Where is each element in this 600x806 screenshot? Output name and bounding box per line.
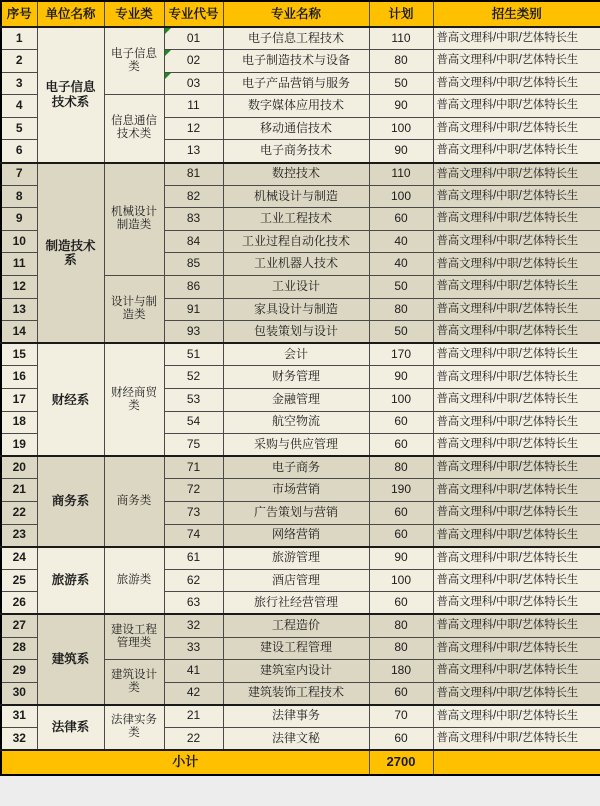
admission-type: 普高文理科/中职/艺体特长生 [433, 569, 600, 592]
major-code: 84 [164, 230, 223, 253]
major-row [1, 614, 600, 637]
admission-type: 普高文理科/中职/艺体特长生 [433, 660, 600, 683]
admission-type: 普高文理科/中职/艺体特长生 [433, 230, 600, 253]
major-name: 旅游管理 [223, 547, 369, 570]
admission-type: 普高文理科/中职/艺体特长生 [433, 479, 600, 502]
admission-type: 普高文理科/中职/艺体特长生 [433, 614, 600, 637]
major-row [1, 547, 600, 570]
plan-count: 80 [369, 614, 433, 637]
admission-type: 普高文理科/中职/艺体特长生 [433, 27, 600, 50]
admission-type: 普高文理科/中职/艺体特长生 [433, 117, 600, 140]
plan-count: 100 [369, 389, 433, 412]
major-name: 网络营销 [223, 524, 369, 547]
row-number: 16 [1, 366, 37, 389]
column-header-code: 专业代号 [164, 1, 223, 27]
major-name: 电子商务 [223, 456, 369, 479]
major-code: 33 [164, 637, 223, 660]
row-number: 12 [1, 276, 37, 299]
plan-count: 170 [369, 343, 433, 366]
plan-count: 60 [369, 501, 433, 524]
department-name: 财经系 [37, 343, 104, 456]
row-number: 31 [1, 705, 37, 728]
plan-count: 90 [369, 547, 433, 570]
major-name: 采购与供应管理 [223, 434, 369, 457]
row-number: 24 [1, 547, 37, 570]
table-body [1, 27, 600, 775]
major-category: 财经商贸类 [104, 343, 164, 456]
plan-count: 90 [369, 140, 433, 163]
admission-type: 普高文理科/中职/艺体特长生 [433, 253, 600, 276]
major-code: 03 [164, 72, 223, 95]
plan-count: 60 [369, 682, 433, 705]
plan-count: 100 [369, 117, 433, 140]
major-code: 82 [164, 185, 223, 208]
row-number: 11 [1, 253, 37, 276]
row-number: 26 [1, 592, 37, 615]
plan-count: 60 [369, 411, 433, 434]
plan-count: 40 [369, 253, 433, 276]
department-name: 制造技术系 [37, 163, 104, 344]
major-code: 54 [164, 411, 223, 434]
major-row [1, 163, 600, 186]
major-code: 73 [164, 501, 223, 524]
major-name: 财务管理 [223, 366, 369, 389]
major-category: 商务类 [104, 456, 164, 546]
admission-type: 普高文理科/中职/艺体特长生 [433, 276, 600, 299]
admission-type: 普高文理科/中职/艺体特长生 [433, 682, 600, 705]
major-name: 工业工程技术 [223, 208, 369, 231]
column-header-unit: 单位名称 [37, 1, 104, 27]
plan-count: 50 [369, 276, 433, 299]
row-number: 30 [1, 682, 37, 705]
row-number: 29 [1, 660, 37, 683]
admission-type: 普高文理科/中职/艺体特长生 [433, 298, 600, 321]
major-category: 机械设计制造类 [104, 163, 164, 276]
plan-count: 90 [369, 95, 433, 118]
admission-type: 普高文理科/中职/艺体特长生 [433, 163, 600, 186]
major-name: 酒店管理 [223, 569, 369, 592]
green-triangle-icon [165, 28, 171, 34]
major-name: 包装策划与设计 [223, 321, 369, 344]
row-number: 9 [1, 208, 37, 231]
column-header-plan: 计划 [369, 1, 433, 27]
major-name: 电子商务技术 [223, 140, 369, 163]
column-header-no: 序号 [1, 1, 37, 27]
admission-type: 普高文理科/中职/艺体特长生 [433, 343, 600, 366]
row-number: 21 [1, 479, 37, 502]
major-name: 数控技术 [223, 163, 369, 186]
major-code: 93 [164, 321, 223, 344]
major-name: 工业设计 [223, 276, 369, 299]
major-category: 法律实务类 [104, 705, 164, 750]
admission-type: 普高文理科/中职/艺体特长生 [433, 50, 600, 73]
major-category: 信息通信技术类 [104, 95, 164, 163]
major-name: 电子产品营销与服务 [223, 72, 369, 95]
plan-count: 60 [369, 434, 433, 457]
plan-count: 70 [369, 705, 433, 728]
major-code: 85 [164, 253, 223, 276]
major-name: 工程造价 [223, 614, 369, 637]
row-number: 8 [1, 185, 37, 208]
row-number: 25 [1, 569, 37, 592]
major-code: 13 [164, 140, 223, 163]
major-name: 建筑装饰工程技术 [223, 682, 369, 705]
admission-type: 普高文理科/中职/艺体特长生 [433, 434, 600, 457]
major-name: 金融管理 [223, 389, 369, 412]
major-code: 61 [164, 547, 223, 570]
major-category: 电子信息类 [104, 27, 164, 95]
row-number: 19 [1, 434, 37, 457]
row-number: 7 [1, 163, 37, 186]
plan-count: 60 [369, 524, 433, 547]
subtotal-value: 2700 [369, 750, 433, 775]
subtotal-row [1, 750, 600, 775]
major-category: 设计与制造类 [104, 276, 164, 344]
row-number: 17 [1, 389, 37, 412]
major-code: 83 [164, 208, 223, 231]
plan-count: 180 [369, 660, 433, 683]
admission-type: 普高文理科/中职/艺体特长生 [433, 140, 600, 163]
major-name: 会计 [223, 343, 369, 366]
major-row [1, 27, 600, 50]
admission-type: 普高文理科/中职/艺体特长生 [433, 366, 600, 389]
plan-count: 60 [369, 592, 433, 615]
major-code: 42 [164, 682, 223, 705]
green-triangle-icon [165, 73, 171, 79]
plan-count: 80 [369, 298, 433, 321]
major-code: 62 [164, 569, 223, 592]
department-name: 旅游系 [37, 547, 104, 615]
admission-type: 普高文理科/中职/艺体特长生 [433, 185, 600, 208]
major-code: 72 [164, 479, 223, 502]
major-name: 法律文秘 [223, 727, 369, 750]
row-number: 32 [1, 727, 37, 750]
major-name: 数字媒体应用技术 [223, 95, 369, 118]
subtotal-label: 小计 [1, 750, 369, 775]
header-row [1, 1, 600, 27]
major-code: 21 [164, 705, 223, 728]
admission-type: 普高文理科/中职/艺体特长生 [433, 389, 600, 412]
major-code: 51 [164, 343, 223, 366]
major-name: 移动通信技术 [223, 117, 369, 140]
plan-count: 50 [369, 321, 433, 344]
plan-count: 40 [369, 230, 433, 253]
major-category: 建筑设计类 [104, 660, 164, 705]
row-number: 23 [1, 524, 37, 547]
plan-count: 100 [369, 569, 433, 592]
admission-type: 普高文理科/中职/艺体特长生 [433, 95, 600, 118]
plan-count: 80 [369, 637, 433, 660]
major-name: 工业过程自动化技术 [223, 230, 369, 253]
admission-type: 普高文理科/中职/艺体特长生 [433, 727, 600, 750]
major-code: 81 [164, 163, 223, 186]
plan-count: 110 [369, 163, 433, 186]
admission-type: 普高文理科/中职/艺体特长生 [433, 208, 600, 231]
row-number: 1 [1, 27, 37, 50]
major-name: 旅行社经营管理 [223, 592, 369, 615]
admission-type: 普高文理科/中职/艺体特长生 [433, 705, 600, 728]
admission-type: 普高文理科/中职/艺体特长生 [433, 592, 600, 615]
major-name: 广告策划与营销 [223, 501, 369, 524]
plan-count: 50 [369, 72, 433, 95]
subtotal-empty-cell [433, 750, 600, 775]
row-number: 15 [1, 343, 37, 366]
row-number: 20 [1, 456, 37, 479]
department-name: 建筑系 [37, 614, 104, 704]
major-name: 电子制造技术与设备 [223, 50, 369, 73]
major-name: 建筑室内设计 [223, 660, 369, 683]
row-number: 4 [1, 95, 37, 118]
table-header [1, 1, 600, 27]
admission-type: 普高文理科/中职/艺体特长生 [433, 456, 600, 479]
admission-type: 普高文理科/中职/艺体特长生 [433, 411, 600, 434]
major-code: 52 [164, 366, 223, 389]
major-code: 86 [164, 276, 223, 299]
department-name: 电子信息技术系 [37, 27, 104, 163]
admission-type: 普高文理科/中职/艺体特长生 [433, 501, 600, 524]
major-name: 机械设计与制造 [223, 185, 369, 208]
major-name: 市场营销 [223, 479, 369, 502]
major-code: 11 [164, 95, 223, 118]
major-code: 71 [164, 456, 223, 479]
major-code: 41 [164, 660, 223, 683]
admission-type: 普高文理科/中职/艺体特长生 [433, 547, 600, 570]
major-category: 旅游类 [104, 547, 164, 615]
major-code: 91 [164, 298, 223, 321]
column-header-major: 专业名称 [223, 1, 369, 27]
row-number: 2 [1, 50, 37, 73]
green-triangle-icon [165, 50, 171, 56]
plan-count: 80 [369, 456, 433, 479]
major-code: 22 [164, 727, 223, 750]
row-number: 6 [1, 140, 37, 163]
major-name: 工业机器人技术 [223, 253, 369, 276]
admission-type: 普高文理科/中职/艺体特长生 [433, 321, 600, 344]
major-code: 01 [164, 27, 223, 50]
row-number: 18 [1, 411, 37, 434]
plan-count: 190 [369, 479, 433, 502]
row-number: 3 [1, 72, 37, 95]
major-code: 12 [164, 117, 223, 140]
column-header-type: 招生类别 [433, 1, 600, 27]
admission-type: 普高文理科/中职/艺体特长生 [433, 637, 600, 660]
plan-count: 110 [369, 27, 433, 50]
row-number: 14 [1, 321, 37, 344]
major-row [1, 705, 600, 728]
major-code: 53 [164, 389, 223, 412]
major-code: 02 [164, 50, 223, 73]
major-code: 75 [164, 434, 223, 457]
major-code: 32 [164, 614, 223, 637]
major-name: 建设工程管理 [223, 637, 369, 660]
major-row [1, 343, 600, 366]
column-header-category: 专业类 [104, 1, 164, 27]
major-row [1, 456, 600, 479]
department-name: 商务系 [37, 456, 104, 546]
department-name: 法律系 [37, 705, 104, 750]
admission-type: 普高文理科/中职/艺体特长生 [433, 524, 600, 547]
major-name: 航空物流 [223, 411, 369, 434]
admission-type: 普高文理科/中职/艺体特长生 [433, 72, 600, 95]
plan-count: 100 [369, 185, 433, 208]
plan-count: 60 [369, 208, 433, 231]
row-number: 13 [1, 298, 37, 321]
row-number: 28 [1, 637, 37, 660]
plan-count: 60 [369, 727, 433, 750]
major-code: 63 [164, 592, 223, 615]
row-number: 10 [1, 230, 37, 253]
major-name: 家具设计与制造 [223, 298, 369, 321]
row-number: 27 [1, 614, 37, 637]
major-category: 建设工程管理类 [104, 614, 164, 659]
major-name: 电子信息工程技术 [223, 27, 369, 50]
row-number: 5 [1, 117, 37, 140]
row-number: 22 [1, 501, 37, 524]
major-name: 法律事务 [223, 705, 369, 728]
plan-count: 90 [369, 366, 433, 389]
plan-count: 80 [369, 50, 433, 73]
major-code: 74 [164, 524, 223, 547]
